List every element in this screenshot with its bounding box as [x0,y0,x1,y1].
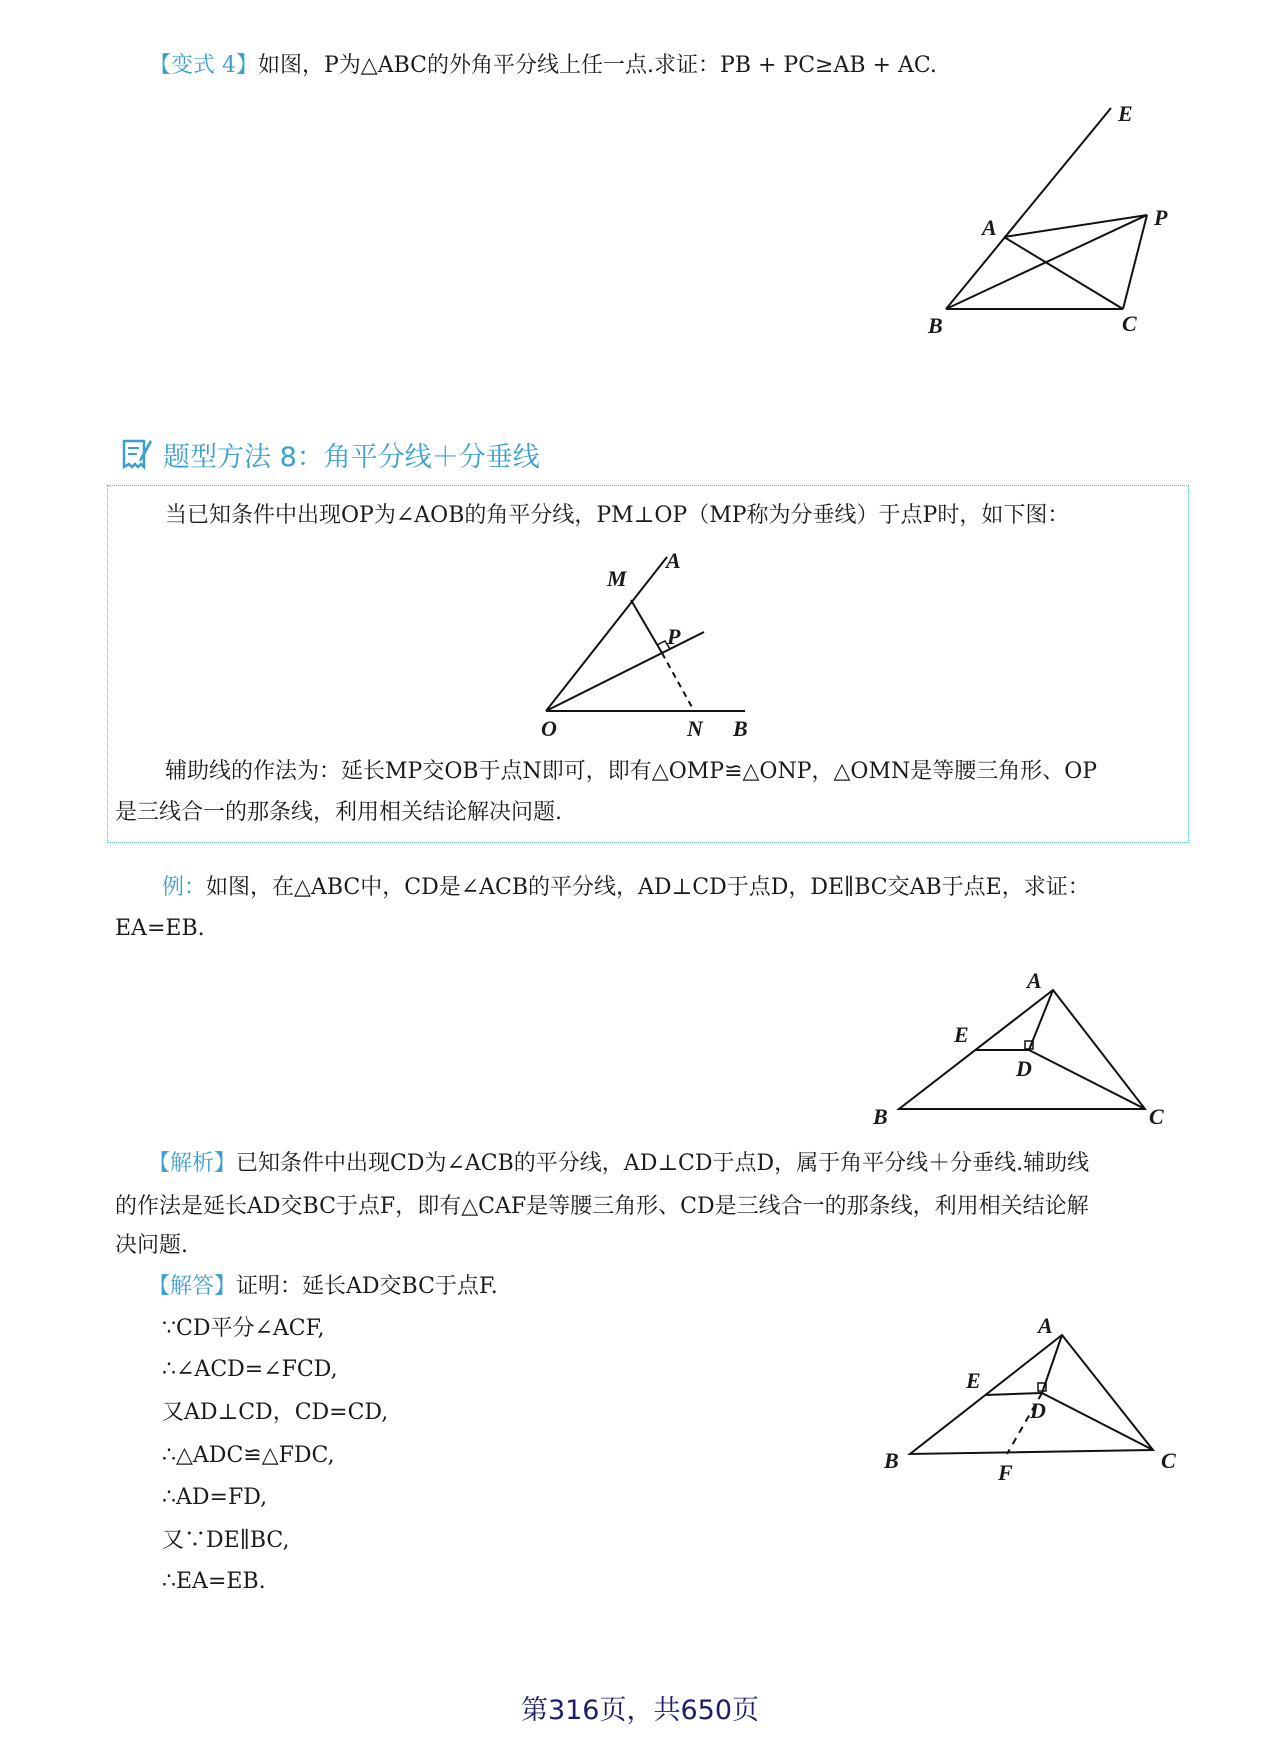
example-line1 [162,877,1090,899]
example-tag: 例： [162,875,207,900]
variant4-statement [149,55,937,77]
analysis-tag: 【解析】 [148,1151,237,1176]
answer-first: 证明：延长AD交BC于点F. [236,1274,498,1299]
triangle-abc-2 [910,1335,1153,1454]
label-o: O [541,716,557,741]
label-b: B [928,313,943,338]
label-d: D [1030,1398,1046,1423]
label-c: C [1161,1448,1176,1473]
label-a: A [666,548,681,573]
segment-ed-2 [985,1393,1042,1395]
label-b: B [733,716,748,741]
segment-dc [1029,1050,1145,1109]
line-ap [1004,215,1147,237]
method-aux-line1: 辅助线的作法为：延长MP交OB于点N即可，即有△OMP≌△ONP，△OMN是等腰三角形、OP [165,759,1098,784]
proof-step: 又AD⊥CD，CD=CD, [162,1400,389,1425]
proof-step: ∴AD=FD, [162,1485,268,1510]
label-a: A [1038,1313,1053,1338]
variant4-text: 如图，P为△ABC的外角平分线上任一点.求证：PB + PC≥AB + AC. [258,53,937,78]
label-c: C [1149,1104,1164,1129]
method-heading [121,435,540,474]
line-pc [1123,215,1147,309]
answer-line [148,1276,498,1298]
label-a: A [1027,968,1042,993]
label-n: N [687,716,703,741]
label-p: P [667,624,681,649]
label-f: F [998,1460,1013,1485]
triangle-abc [899,990,1145,1109]
analysis-text: 已知条件中出现CD为∠ACB的平分线，AD⊥CD于点D，属于角平分线＋分垂线.辅助线 [236,1151,1090,1176]
method-aux-line2: 是三线合一的那条线，利用相关结论解决问题. [115,800,562,825]
method-title: 题型方法 8：角平分线＋分垂线 [163,442,540,473]
line-be [946,108,1111,309]
notes-pencil-icon [121,438,155,472]
proof-step: 又∵DE∥BC, [162,1528,290,1553]
answer-tag: 【解答】 [148,1274,237,1299]
label-e: E [966,1368,981,1393]
label-m: M [607,566,627,591]
example-text: 如图，在△ABC中，CD是∠ACB的平分线，AD⊥CD于点D，DE∥BC交AB于点E，求证： [206,875,1090,900]
method-box [107,485,1189,843]
label-p: P [1154,205,1168,230]
label-d: D [1016,1056,1032,1081]
segment-ad-2 [1042,1335,1062,1393]
variant4-tag: 【变式 4】 [149,53,258,78]
analysis-line1 [148,1153,1089,1175]
analysis-line3: 决问题. [115,1233,188,1258]
label-b: B [884,1448,899,1473]
right-angle-mark [1038,1383,1046,1391]
label-c: C [1122,311,1137,336]
label-a: A [982,215,997,240]
label-e: E [1118,101,1133,126]
example-line2: EA=EB. [115,916,205,941]
label-b: B [873,1104,888,1129]
segment-dc-2 [1042,1393,1153,1450]
proof-step: ∴△ADC≌△FDC, [162,1443,335,1468]
label-e: E [954,1022,969,1047]
page-indicator: 第316页，共650页 [520,1695,760,1726]
right-angle-mark [1025,1041,1033,1049]
proof-step: ∴EA=EB. [162,1569,266,1594]
segment-ad [1029,990,1053,1050]
proof-step: ∴∠ACD=∠FCD, [162,1357,338,1382]
method-intro: 当已知条件中出现OP为∠AOB的角平分线，PM⊥OP（MP称为分垂线）于点P时，如下图： [165,503,1070,528]
line-bp [946,215,1147,309]
proof-step: ∵CD平分∠ACF, [162,1316,325,1341]
line-ac [1004,237,1123,309]
analysis-line2: 的作法是延长AD交BC于点F，即有△CAF是等腰三角形、CD是三线合一的那条线，利用相关结论解 [115,1194,1089,1219]
